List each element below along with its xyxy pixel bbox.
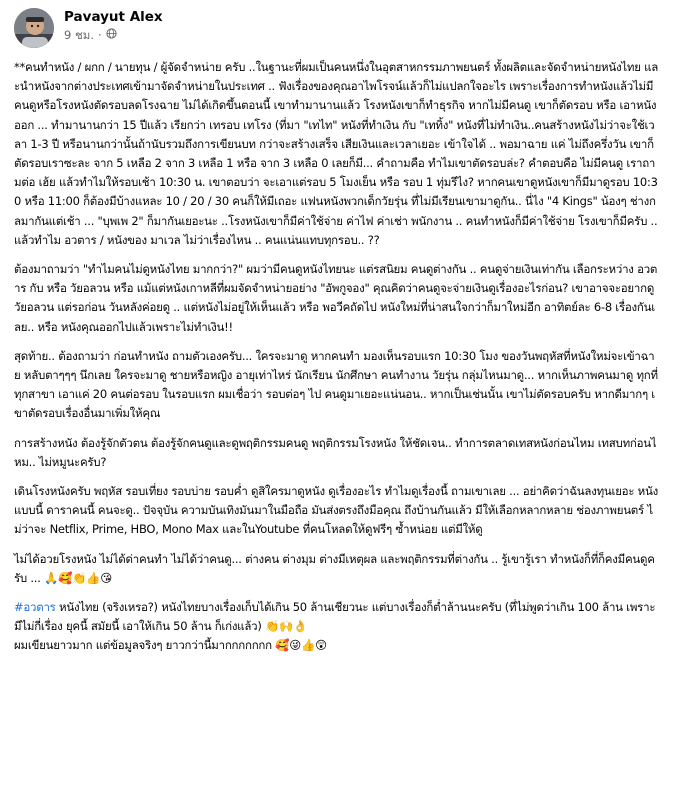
post-paragraph-7	[14, 598, 660, 656]
author-name[interactable]: Pavayut Alex	[64, 9, 163, 25]
avatar-image	[14, 8, 54, 48]
post-paragraph-3: สุดท้าย.. ต้องถามว่า ก่อนทำหนัง ถามตัวเองครับ... ใครจะมาดู หากคนทำ มองเห็นรอบแรก 10:30 โมง ของวันพฤหัสที่หนังใหม่จะเข้าฉาย หลับตาๆๆๆ นึกเลย ใครจะมาดู ชายหรือหญิง อายุเท่าไหร่ นักเรียน นักศึกษา คนทำงาน วัยรุ่น กลุ่มไหนมาดู... หากเห็นภาพคนมาดู ทุกที่ ทุกสาขา เอาแค่ 20 คนต่อรอบ ในรอบแรก ผมเชื่อว่า รอบต่อๆ ไป คนดูมาเยอะแน่นอน.. หากเป็นเช่นนั้น เขาไม่ตัดรอบครับ หากดีมากๆ เขาตัดรอบเรื่องอื่นมาเพิ่มให้คุณ	[14, 348, 658, 421]
post-paragraph-7-text: หนังไทย (จริงเหรอ?) หนังไทยบางเรื่องเก็บได้เกิน 50 ล้านเชียวนะ แต่บางเรื่องก็ต่ำล้านนะครับ (ที่ไม่พูดว่าเกิน 100 ล้าน เพราะมีไม่กี่เรื่อง ยุคนี้ สมัยนี้ เอาให้เกิน 50 ล้าน ก็เก่งแล้ว) 👏🙌👌	[14, 600, 656, 634]
post-last-line: ผมเขียนยาวมาก แต่ข้อมูลจริงๆ ยาวกว่านี้มากกกกกกก 🥰😜👍😲	[14, 638, 327, 653]
avatar[interactable]	[14, 8, 54, 48]
post-meta	[64, 4, 163, 43]
post-subline	[64, 27, 163, 43]
post-body	[14, 58, 660, 656]
globe-icon[interactable]	[106, 27, 117, 43]
post-paragraph-1: **คนทำหนัง / ผกก / นายทุน / ผู้จัดจำหน่าย ครับ ..ในฐานะที่ผมเป็นคนหนึ่งในอุตสาหกรรมภาพยนตร์ ทั้งผลิตและจัดจำหน่ายหนังไทย และนำหนังจากต่างประเทศเข้ามาจัดจำหน่ายในประเทศ .. ฟังเรื่องของคุณอาไพโรจน์แล้วก็ไม่แปลกใจอะไร เพราะเรื่องการทำหนังแล้วไม่มีคนดูหรือโรงหนังตัดรอบลดโรงฉาย ไม่ได้เกิดขึ้นตอนนี้ เขาทำมานานแล้ว โรงหนังเขาก็ทำธุรกิจ หากไม่มีคนดู เขาก็ตัดรอบ หรือ เอาหนังออก ... ทำมานานกว่า 15 ปีแล้ว เรียกว่า เทรอบ เทโรง (ที่มา "เทไท" หนังที่ทำเงิน กับ "เททิ้ง" หนังที่ไม่ทำเงิน..คนสร้างหนังไม่ว่าจะใช้เวลา 1-3 ปี หรือนานกว่านั้นถ้านับรวมถึงการเขียนบท กว่าจะสร้างเสร็จ เสียเงินและเวลาเยอะ เข้าใจได้ .. พอมาฉาย แค่ ไม่ถึงครึ่งวัน เขาก็ตัดรอบเราซะละ จาก 5 เหลือ 2 จาก 3 เหลือ 1 หรือ จาก 3 เหลือ 0 เลยก็มี... คำถามคือ ทำไมเขาตัดรอบล่ะ? คำตอบคือ ไม่มีคนดู เราถามต่อ เฮ้ย แล้วทำไมให้รอบเช้า 10:30 น. เขาตอบว่า จะเอาแต่รอบ 5 โมงเย็น หรือ รอบ 1 ทุ่มรึไง? หากคนเขาดูหนังเขาก็มีมาดูรอบ 10:30 หรือ 11:00 ก็ต้องมีบ้างแหละ 10 / 20 / 30 คนก็ให้มีเถอะ แฟนหนังพวกเด็กวัยรุ่น ที่ไม่มีเรียนเขามาดูกัน.. นี่ไง "4 Kings" น้องๆ ช่างกลมากันแต่เช้า ... "บุพเพ 2" ก็มากันเยอะนะ ..โรงหนังเขาก็มีค่าใช้จ่าย ค่าไฟ ค่าเช่า พนักงาน .. คนทำหนังก็มีค่าใช้จ่าย โรงเขาก็มีครับ .. แล้วทำไม อวตาร / หนังของ มาเวล ไม่ว่าเรื่องไหน .. คนแน่นแทบทุกรอบ.. ??	[14, 60, 659, 247]
hashtag-link[interactable]: #อวตาร	[14, 600, 56, 615]
post-paragraph-2: ต้องมาถามว่า "ทำไมคนไม่ดูหนังไทย มากกว่า?" ผมว่ามีคนดูหนังไทยนะ แต่รสนิยม คนดูต่างกัน .. คนดูจ่ายเงินเท่ากัน เลือกระหว่าง อวตาร กับ หรือ วัยอลวน หรือ แม้แต่หนังเกาหลีที่ผมจัดจำหน่ายอย่าง "อัพกูจอง" คุณคิดว่าคนดูจะจ่ายเงินดูเรื่องอะไรก่อน? เขาอาจจะอยากดู วัยอลวน แต่รอก่อน วันหลังค่อยดู .. แต่หนังไม่อยู่ให้เห็นแล้ว หรือ พอวีคถัดไป หนังใหม่ที่น่าสนใจกว่าก็มาใหม่อีก อาทิตย์ละ 6-8 เรื่องกันเลย.. หรือ หนังคุณออกไปแล้วเพราะไม่ทำเงิน!!	[14, 262, 658, 334]
post-paragraph-5: เดินโรงหนังครับ พฤหัส รอบเที่ยง รอบบ่าย รอบค่ำ ดูสิใครมาดูหนัง ดูเรื่องอะไร ทำไมดูเรื่องนี้ ถามเขาเลย ... อย่าคิดว่าฉันลงทุนเยอะ หนังแบบนี้ ดาราคนนี้ คนจะดู.. ปัจจุบัน ความบันเทิงมันมาในมือถือ มันส่งตรงถึงมือคุณ ถึงบ้านกันแล้ว มีให้เลือกหลากหลาย ช่องภาพยนตร์ ไม่ว่าจะ Netflix, Prime, HBO, Mono Max และในYoutube ที่คนโหลดให้ดูฟรีๆ ซ้ำหน่อย แต่มีให้ดู	[14, 484, 658, 537]
meta-separator: ·	[98, 28, 102, 42]
post-header	[14, 4, 660, 52]
post-timestamp[interactable]: 9 ชม.	[64, 28, 95, 42]
post-paragraph-4: การสร้างหนัง ต้องรู้จักตัวตน ต้องรู้จักคนดูและดูพฤติกรรมคนดู พฤติกรรมโรงหนัง ให้ชัดเจน.. ทำการตลาดเทสหนังก่อนไหม เทสบทก่อนไหม.. ไม่หมูนะครับ?	[14, 435, 657, 469]
post-paragraph-6: ไม่ได้อวยโรงหนัง ไม่ได้ด่าคนทำ ไม่ได้ว่าคนดู... ต่างคน ต่างมุม ต่างมีเหตุผล และพฤติกรรมที่ต่างกัน .. รู้เขารู้เรา ทำหนังก็ที่ก็คงมีคนดูครับ ... 🙏🥰👏👍😘	[14, 551, 655, 585]
